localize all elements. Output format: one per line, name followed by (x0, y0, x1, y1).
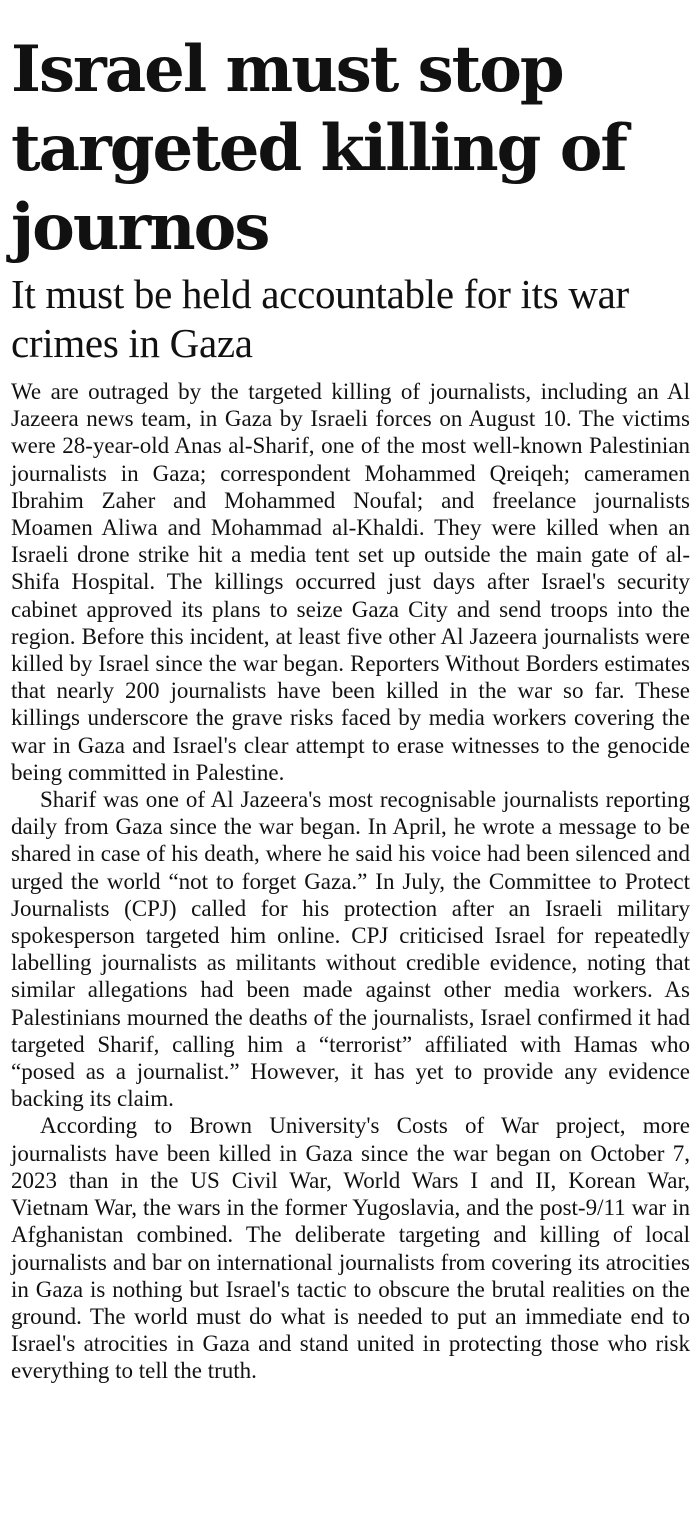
paragraph-3: According to Brown University's Costs of War project, more journalists have been killed in Gaza since the war began on October 7, 2023 than in the US Civil War, World Wars I and II, Korean War, Vietnam War, the wars in the former Yugoslavia, and the post-9/11 war in Afghanistan combined. The deliberate targeting and killing of local journalists and bar on international journalists from covering its atrocities in Gaza is nothing but Israel's tactic to obscure the brutal realities on the ground. The world must do what is needed to put an immediate end to Israel's atrocities in Gaza and stand united in protecting those who risk everything to tell the truth. (11, 1113, 690, 1384)
paragraph-1: We are outraged by the targeted killing of journalists, including an Al Jazeera news team, in Gaza by Israeli forces on August 10. The victims were 28-year-old Anas al-Sharif, one of the most well-known Palestinian journalists in Gaza; correspondent Mohammed Qreiqeh; cameramen Ibrahim Zaher and Mohammed Noufal; and freelance journalists Moamen Aliwa and Mohammad al-Khaldi. They were killed when an Israeli drone strike hit a media tent set up outside the main gate of al-Shifa Hospital. The killings occurred just days after Israel's security cabinet approved its plans to seize Gaza City and send troops into the region. Before this incident, at least five other Al Jazeera journalists were killed by Israel since the war began. Reporters Without Borders estimates that nearly 200 journalists have been killed in the war so far. These killings underscore the grave risks faced by media workers covering the war in Gaza and Israel's clear attempt to erase witnesses to the genocide being committed in Palestine. (11, 379, 690, 785)
paragraph-2: Sharif was one of Al Jazeera's most recognisable journalists reporting daily from Gaza since the war began. In April, he wrote a message to be shared in case of his death, where he said his voice had been silenced and urged the world “not to forget Gaza.” In July, the Committee to Protect Journalists (CPJ) called for his protection after an Israeli military spokesperson targeted him online. CPJ criticised Israel for repeatedly labelling journalists as militants without credible evidence, noting that similar allegations had been made against other media workers. As Palestinians mourned the deaths of the journalists, Israel confirmed it had targeted Sharif, calling him a “terrorist” affiliated with Hamas who “posed as a journalist.” However, it has yet to provide any evidence backing its claim. (11, 787, 690, 1112)
editorial-article (11, 0, 690, 1385)
subheadline: It must be held accountable for its war crimes in Gaza (11, 271, 629, 366)
headline: Israel must stop targeted killing of journos (11, 32, 626, 265)
article-body (11, 378, 690, 1385)
